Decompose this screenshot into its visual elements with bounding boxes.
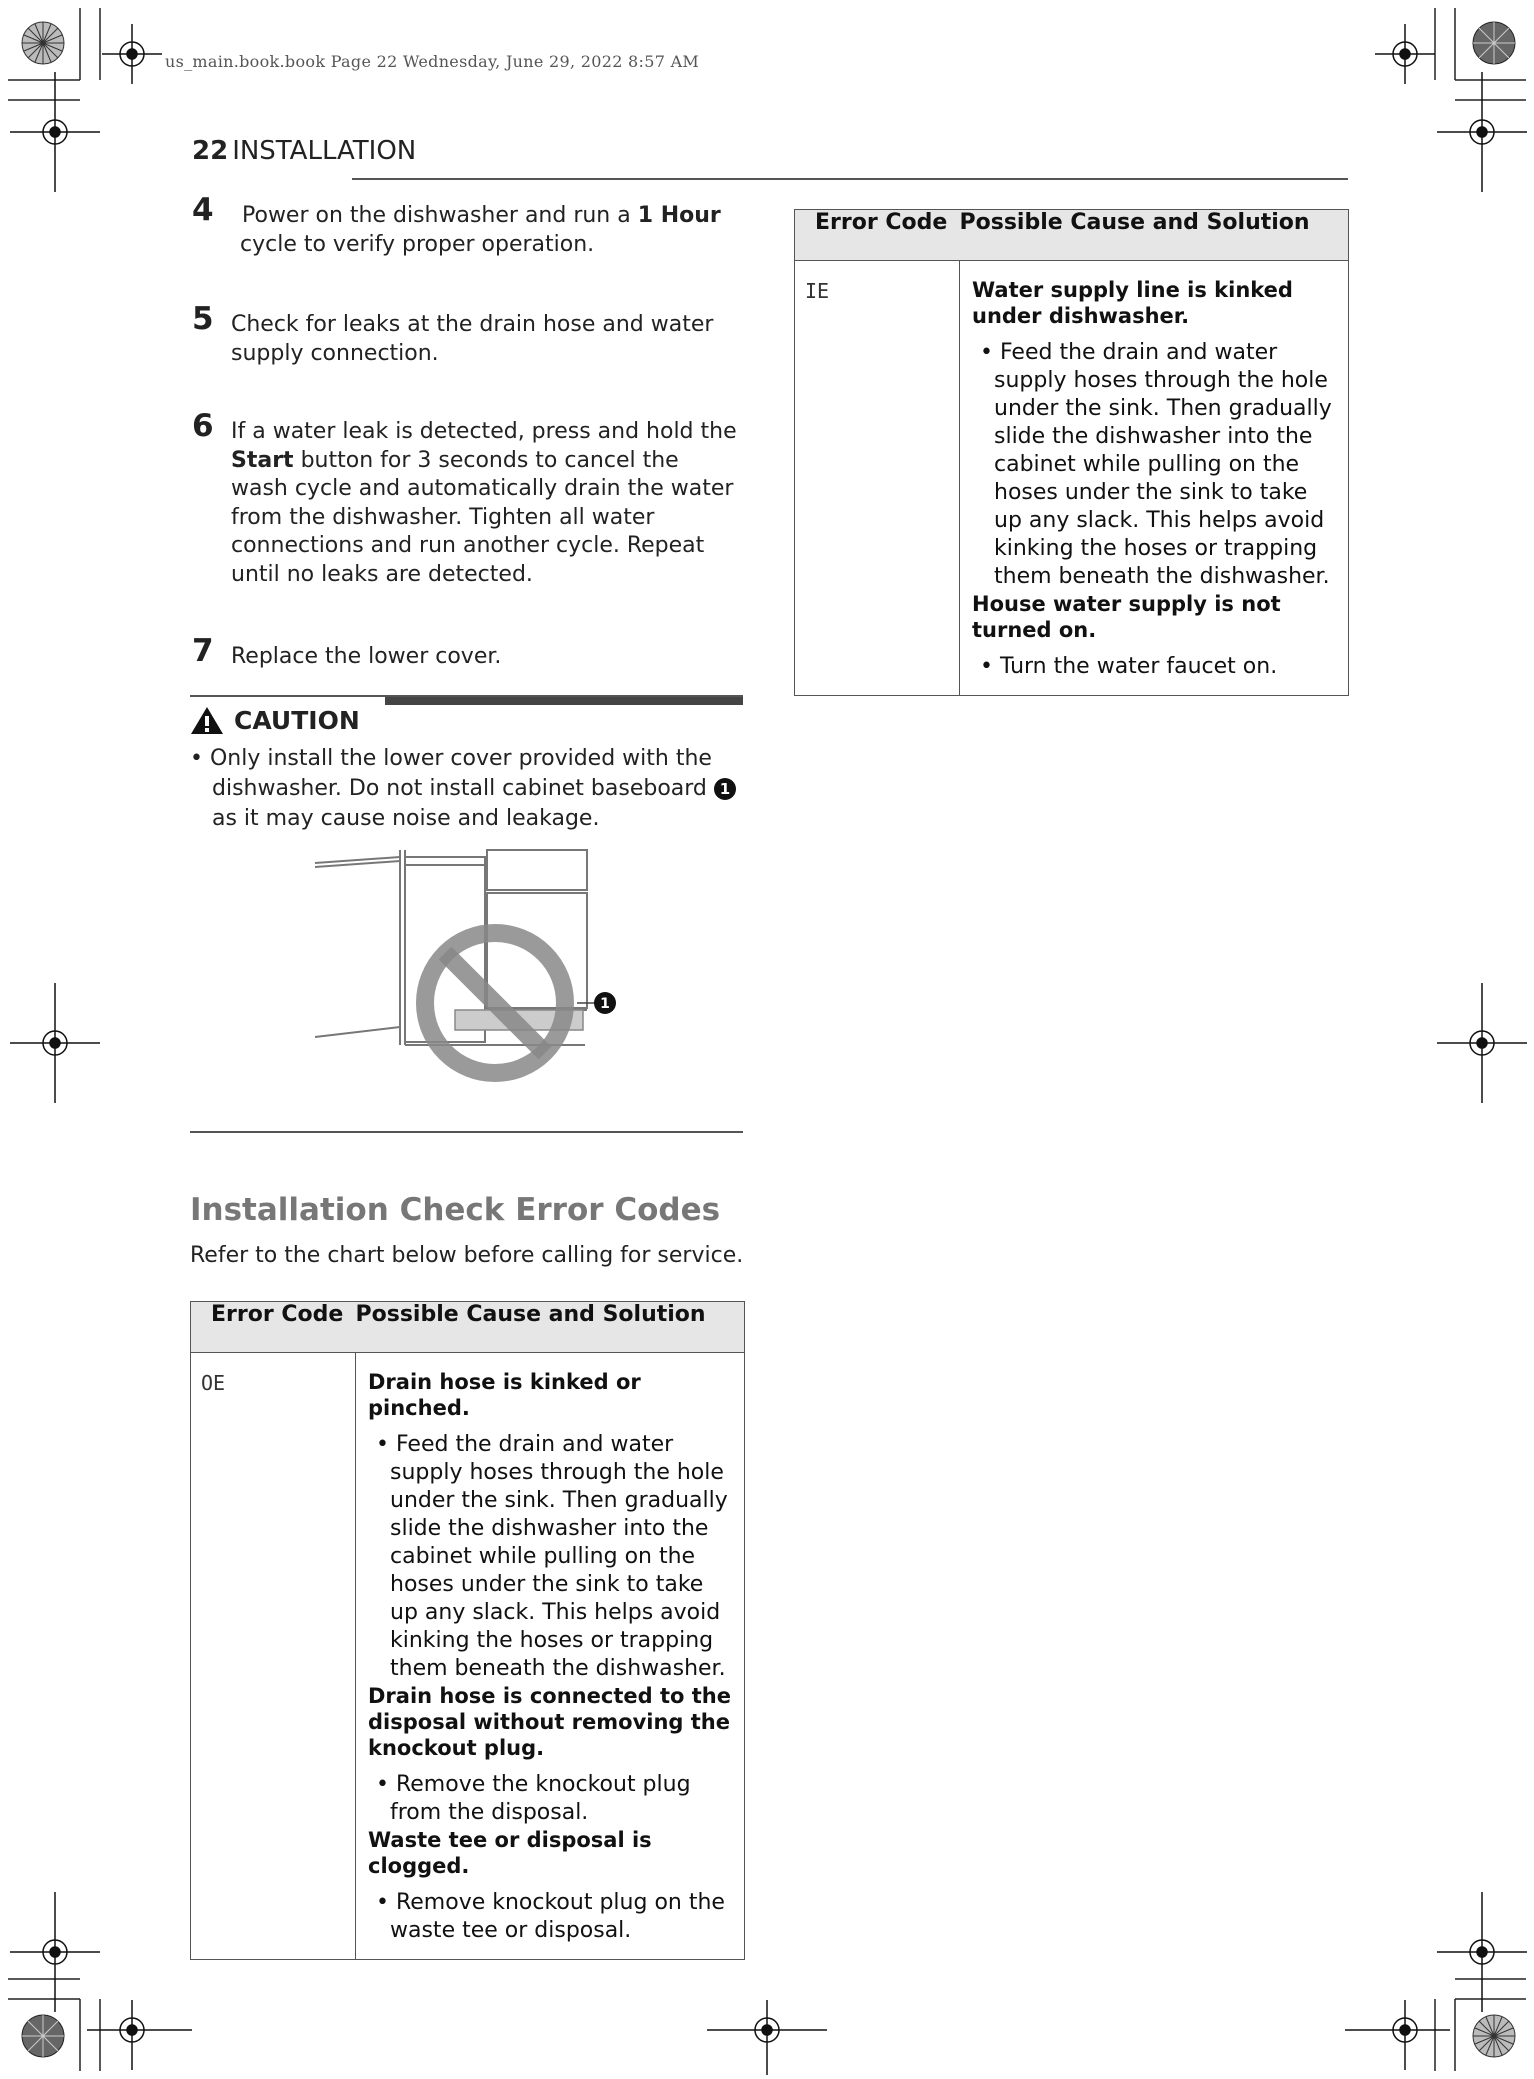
step-number: 6 <box>192 408 214 444</box>
cause: Water supply line is kinked under dishwasher. <box>972 278 1293 328</box>
cause: House water supply is not turned on. <box>972 592 1281 642</box>
section-rule <box>190 1131 743 1133</box>
caution-text: • Only install the lower cover provided with the dishwasher. Do not install cabinet baseboard 1 as it may cause noise and leakage. <box>190 744 750 834</box>
callout-1-icon: 1 <box>714 778 736 800</box>
step-7 <box>192 633 752 672</box>
solution: • Feed the drain and water supply hoses through the hole under the sink. Then gradually slide the dishwasher into the cabinet while pulling on the hoses under the sink to take up any slack. This helps avoid kinking the hoses or trapping them beneath the dishwasher. <box>376 1432 728 1681</box>
cause: Drain hose is kinked or pinched. <box>368 1370 641 1420</box>
step-text-rest: cycle to verify proper operation. <box>240 231 595 257</box>
error-code: IE <box>795 261 960 696</box>
solution: • Remove the knockout plug from the disposal. <box>376 1772 691 1825</box>
section-intro: Refer to the chart below before calling for service. <box>190 1243 744 1268</box>
cause-solution-cell <box>356 1353 745 1960</box>
step-number: 7 <box>192 633 214 669</box>
cabinet-baseboard-prohibited-illustration <box>305 845 635 1095</box>
step-6 <box>192 408 752 589</box>
step-text: Power on the dishwasher and run a 1 Hour cycle to verify proper operation. <box>242 202 752 259</box>
illustration-callout: 1 <box>600 996 610 1012</box>
cause-solution-cell <box>960 261 1349 696</box>
caution-heading <box>190 705 360 735</box>
solution: • Turn the water faucet on. <box>980 654 1278 679</box>
step-number: 5 <box>192 301 214 337</box>
col-header-error-code: Error Code <box>191 1302 356 1353</box>
solution: • Remove knockout plug on the waste tee or disposal. <box>376 1890 725 1943</box>
section-title: Installation Check Error Codes <box>190 1192 721 1228</box>
solution: • Feed the drain and water supply hoses through the hole under the sink. Then gradually slide the dishwasher into the cabinet while pulling on the hoses under the sink to take up any slack. This helps avoid kinking the hoses or trapping them beneath the dishwasher. <box>980 340 1332 589</box>
page-title <box>192 136 416 166</box>
page-number: 22 <box>192 136 229 166</box>
caution-title: CAUTION <box>234 705 360 735</box>
step-5 <box>192 301 752 368</box>
step-number: 4 <box>192 192 214 228</box>
error-table-ie <box>794 209 1349 696</box>
warning-icon <box>190 705 224 735</box>
step-text: Check for leaks at the drain hose and water supply connection. <box>231 312 714 366</box>
cause: Waste tee or disposal is clogged. <box>368 1828 652 1878</box>
section-name: INSTALLATION <box>232 136 417 166</box>
error-table-oe <box>190 1301 745 1960</box>
step-text: If a water leak is detected, press and hold the Start button for 3 seconds to cancel the wash cycle and automatically drain the water from the dishwasher. Tighten all water connections and run another cycle. Repeat until no leaks are detected. <box>231 419 737 587</box>
col-header-cause: Possible Cause and Solution <box>960 210 1349 261</box>
print-slug: us_main.book.book Page 22 Wednesday, June 29, 2022 8:57 AM <box>165 52 700 71</box>
caution-rule <box>190 695 743 697</box>
cause: Drain hose is connected to the disposal without removing the knockout plug. <box>368 1684 731 1760</box>
step-4 <box>192 192 752 259</box>
col-header-cause: Possible Cause and Solution <box>356 1302 745 1353</box>
col-header-error-code: Error Code <box>795 210 960 261</box>
header-rule <box>352 178 1348 180</box>
step-text: Replace the lower cover. <box>231 644 502 669</box>
error-code: OE <box>191 1353 356 1960</box>
